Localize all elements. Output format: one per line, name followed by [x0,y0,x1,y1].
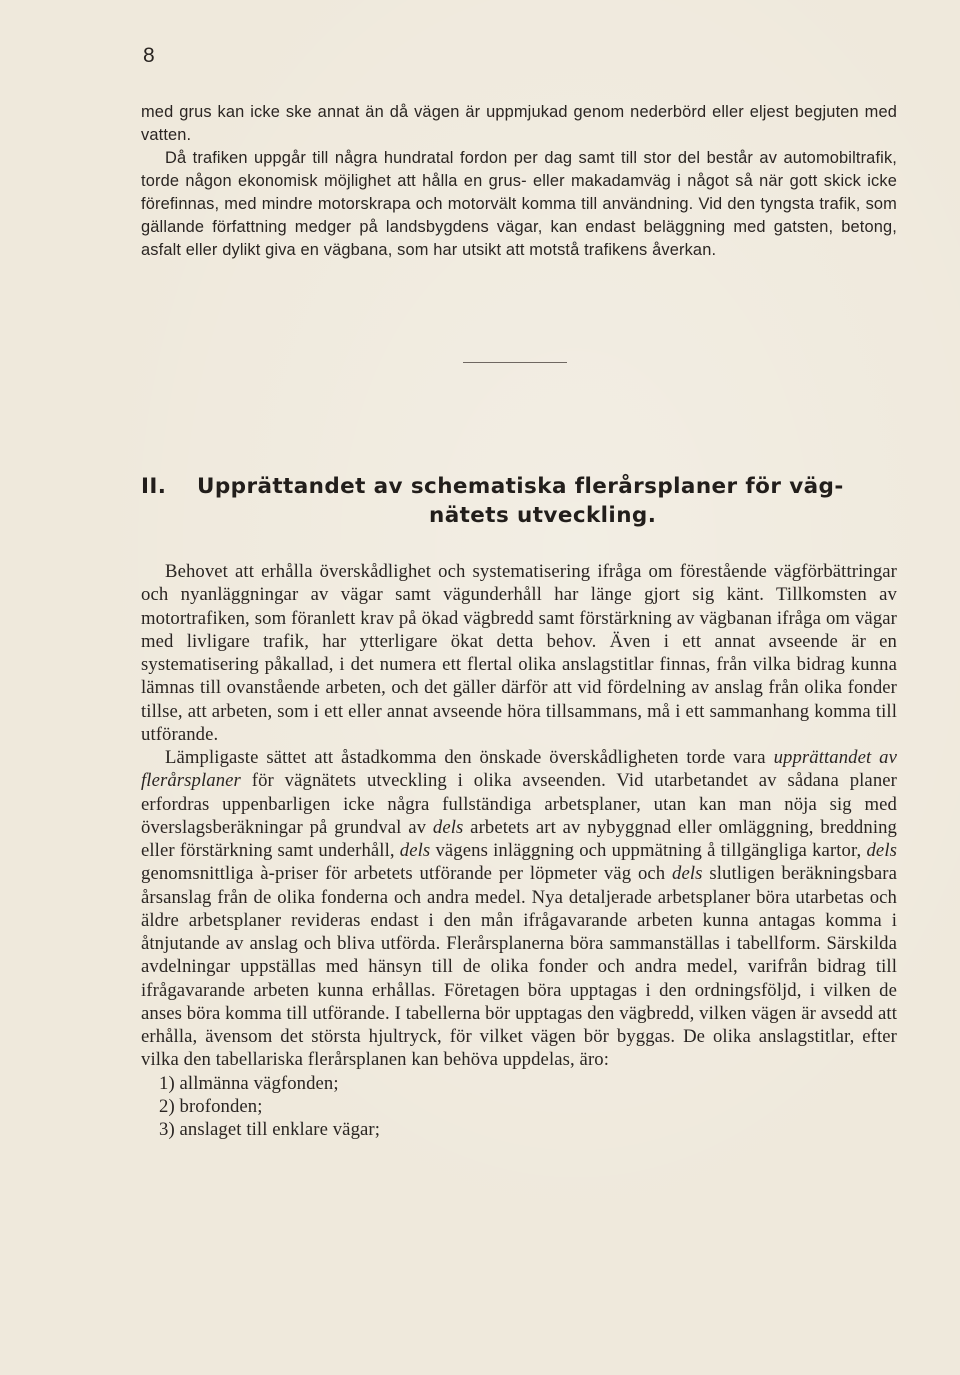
paragraph-4-part-a: Lämpligaste sättet att åstadkomma den önskade överskådligheten torde vara [165,747,774,768]
section-heading [141,472,901,530]
section-text-main [141,560,897,1141]
paragraph-2: Då trafiken uppgår till några hundratal fordon per dag samt till stor del består av automobiltrafik, torde någon ekonomisk möjlighet att hålla en grus- eller makadamväg i något så när gott skick icke förefinnas, med mindre motorskrapa och motorvält komma till användning. Vid den tyngsta trafik, som gällande författning medger på landsbygdens vägar, kan endast beläggning med gatsten, betong, asfalt eller dylikt giva en vägbana, som har utsikt att motstå trafikens åverkan. [141,149,897,259]
list-item: 1) allmänna vägfonden; [159,1072,339,1094]
paragraph-4-part-e: genomsnittliga à-priser för arbetets utförande per löpmeter väg och [141,863,673,885]
paragraph-4-part-d: vägens inläggning och uppmätning å tillgängliga kartor, [430,840,867,861]
list-item: 2) brofonden; [159,1095,263,1117]
paragraph-1: med grus kan icke ske annat än då vägen är uppmjukad genom nederbörd eller eljest begjuten med vatten. [141,103,897,144]
page-number: 8 [143,44,156,67]
emphasis-flerarsplaner: upprättandet av flerårsplaner [141,747,898,792]
paragraph-4 [141,746,897,1072]
paragraph-4-part-f: slutligen beräkningsbara årsanslag från de olika fonderna och andra medel. Nya detaljerade arbetsplaner böra utarbetas och äldre arbetsplaner revideras endast i den mån ifrågavarande arbeten kunna antagas komma i åtnjutande av anslag och bliva utförda. Flerårsplanerna böra sammanställas i tabellform. Särskilda avdelningar uppställas med hänsyn till de olika fonder och andra medel, varifrån bidrag till ifrågavarande arbeten kunna erhållas. Företagen böra upptagas i den ordningsföljd, i vilken de anses böra komma till utförande. I tabellerna bör upptagas den vägbredd, vilken vägen är avsedd att erhålla, ävensom det största hjultryck, för vilket vägen bör byggas. De olika anslagstitlar, efter vilka den tabellariska flerårsplanen kan behöva uppdelas, äro: [141,863,897,1071]
emphasis-dels-1: dels [432,816,464,838]
list-item: 3) anslaget till enklare vägar; [159,1119,381,1140]
emphasis-dels-3: dels [866,840,897,861]
paragraph-4-part-c: arbetets art av nybyggnad eller omläggning, breddning eller förstärkning samt underhåll, [141,816,897,861]
section-divider [463,362,567,363]
paragraph-4-part-b: för vägnätets utveckling i olika avseenden. Vid utarbetandet av sådana planer erfordras uppenbarligen icke några fullständiga arbetsplaner, utan kan man nöja sig med överslagsberäkningar på grundval av [141,770,897,838]
section-text-top [141,101,897,262]
section-numeral: II. [141,474,167,499]
section-heading-line-2: nätets utveckling. [429,503,657,528]
emphasis-dels-4: dels [672,863,703,885]
section-heading-line-1: Upprättandet av schematiska flerårsplaner för väg- [197,474,844,499]
paragraph-3: Behovet att erhålla överskådlighet och systematisering ifråga om förestående vägförbättringar och nyanläggningar av vägar samt vägunderhåll har länge gjort sig känt. Tillkomsten av motortrafiken, som föranlett krav på ökad vägbredd samt förstärkning av vägbanan ifråga om vägar med livligare trafik, har ytterligare ökat detta behov. Även i ett annat avseende är en systematisering påkallad, i det numera ett flertal olika anslagstitlar finnas, från vilka bidrag kunna lämnas till ovanstående arbeten, och det gäller därför att vid fördelning av anslag från olika fonder tillse, att arbeten, som i ett eller annat avseende höra tillsammans, må i ett sammanhang komma till utförande. [141,561,897,745]
emphasis-dels-2: dels [399,840,431,861]
funding-list [141,1072,897,1142]
